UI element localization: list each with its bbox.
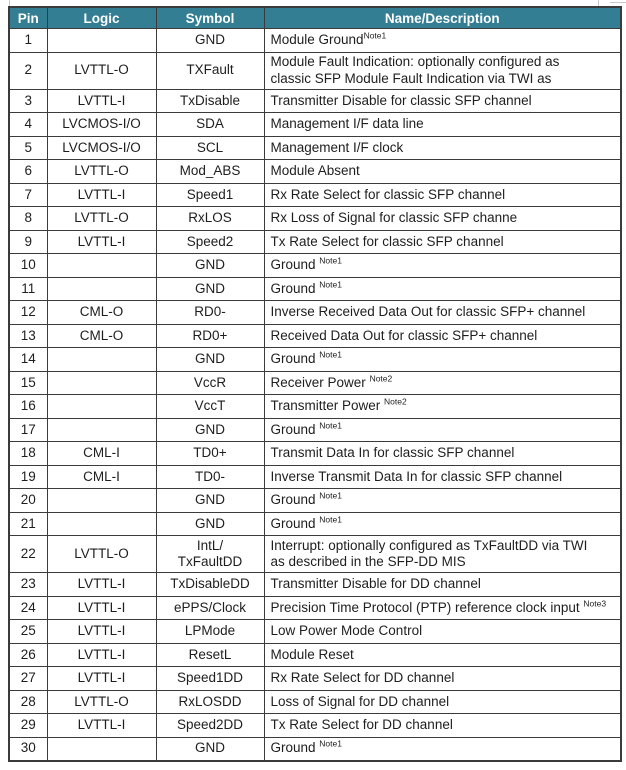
pin-number-cell: 15 <box>9 371 47 395</box>
description-cell: Module Reset <box>264 643 621 667</box>
description-cell: Ground $^{Note1}$ <box>264 737 621 761</box>
pin-number-cell: 28 <box>9 690 47 714</box>
description-cell: Module Absent <box>264 160 621 184</box>
pin-number-cell: 24 <box>9 596 47 620</box>
symbol-cell: TXFault <box>156 52 264 89</box>
logic-cell: LVTTL-O <box>47 536 156 573</box>
symbol-cell: GND <box>156 29 264 53</box>
logic-cell <box>47 512 156 536</box>
table-row-pin-10 <box>9 254 621 278</box>
description-cell: Module Ground$^{Note1}$ <box>264 29 621 53</box>
logic-cell: LVTTL-I <box>47 620 156 644</box>
pin-number-cell: 3 <box>9 89 47 113</box>
description-cell: Ground $^{Note1}$ <box>264 277 621 301</box>
logic-cell: LVTTL-I <box>47 573 156 597</box>
table-row-pin-6 <box>9 160 621 184</box>
description-cell: Ground $^{Note1}$ <box>264 254 621 278</box>
description-cell: Inverse Transmit Data In for classic SFP channel <box>264 465 621 489</box>
description-cell: Low Power Mode Control <box>264 620 621 644</box>
description-cell: Module Fault Indication: optionally configured as classic SFP Module Fault Indication via TWI as <box>264 52 621 89</box>
pin-number-cell: 5 <box>9 136 47 160</box>
note-reference: Note3 <box>583 598 607 608</box>
logic-cell <box>47 348 156 372</box>
symbol-cell: SDA <box>156 113 264 137</box>
symbol-cell: VccR <box>156 371 264 395</box>
pin-number-cell: 2 <box>9 52 47 89</box>
pin-number-cell: 25 <box>9 620 47 644</box>
table-row-pin-26 <box>9 643 621 667</box>
logic-cell: LVCMOS-I/O <box>47 136 156 160</box>
pin-number-cell: 30 <box>9 737 47 761</box>
table-row-pin-16 <box>9 395 621 419</box>
logic-cell: LVTTL-I <box>47 89 156 113</box>
table-row-pin-12 <box>9 301 621 325</box>
column-header-logic: Logic <box>47 7 156 29</box>
pin-number-cell: 1 <box>9 29 47 53</box>
logic-cell: LVTTL-I <box>47 643 156 667</box>
note-reference: Note1 <box>363 30 387 41</box>
pin-number-cell: 17 <box>9 418 47 442</box>
description-cell: Received Data Out for classic SFP+ channel <box>264 324 621 348</box>
column-header-pin: Pin <box>9 7 47 29</box>
symbol-cell: GND <box>156 737 264 761</box>
table-row-pin-30 <box>9 737 621 761</box>
logic-cell <box>47 395 156 419</box>
description-cell: Precision Time Protocol (PTP) reference clock input $^{Note3}$ <box>264 596 621 620</box>
symbol-cell: GND <box>156 418 264 442</box>
pin-number-cell: 27 <box>9 667 47 691</box>
logic-cell: CML-I <box>47 442 156 466</box>
logic-cell: LVTTL-I <box>47 714 156 738</box>
symbol-cell: GND <box>156 348 264 372</box>
description-cell: Loss of Signal for DD channel <box>264 690 621 714</box>
symbol-cell: IntL/ TxFaultDD <box>156 536 264 573</box>
logic-cell: LVTTL-I <box>47 667 156 691</box>
description-cell: Rx Rate Select for classic SFP channel <box>264 183 621 207</box>
description-cell: Transmitter Disable for DD channel <box>264 573 621 597</box>
symbol-cell: LPMode <box>156 620 264 644</box>
symbol-cell: ResetL <box>156 643 264 667</box>
symbol-cell: SCL <box>156 136 264 160</box>
table-row-pin-20 <box>9 489 621 513</box>
pin-definition-table <box>8 6 622 762</box>
table-header-row <box>9 7 621 29</box>
note-reference: Note2 <box>369 373 393 383</box>
table-row-pin-9 <box>9 230 621 254</box>
logic-cell <box>47 277 156 301</box>
logic-cell <box>47 254 156 278</box>
pin-number-cell: 14 <box>9 348 47 372</box>
symbol-cell: RD0+ <box>156 324 264 348</box>
logic-cell: LVTTL-O <box>47 207 156 231</box>
column-header-name-description: Name/Description <box>264 7 621 29</box>
symbol-cell: RxLOS <box>156 207 264 231</box>
pin-number-cell: 22 <box>9 536 47 573</box>
logic-cell <box>47 737 156 761</box>
pin-number-cell: 7 <box>9 183 47 207</box>
description-cell: Interrupt: optionally configured as TxFaultDD via TWI as described in the SFP-DD MIS <box>264 536 621 573</box>
logic-cell <box>47 29 156 53</box>
pin-number-cell: 19 <box>9 465 47 489</box>
symbol-cell: Speed1 <box>156 183 264 207</box>
logic-cell: CML-I <box>47 465 156 489</box>
table-row-pin-27 <box>9 667 621 691</box>
symbol-cell: Speed1DD <box>156 667 264 691</box>
pin-number-cell: 13 <box>9 324 47 348</box>
column-header-symbol: Symbol <box>156 7 264 29</box>
table-row-pin-1 <box>9 29 621 53</box>
logic-cell: LVTTL-I <box>47 183 156 207</box>
description-cell: Rx Loss of Signal for classic SFP channe <box>264 207 621 231</box>
symbol-cell: Speed2DD <box>156 714 264 738</box>
logic-cell: LVTTL-O <box>47 690 156 714</box>
table-row-pin-19 <box>9 465 621 489</box>
pin-number-cell: 10 <box>9 254 47 278</box>
symbol-cell: TD0- <box>156 465 264 489</box>
pin-number-cell: 4 <box>9 113 47 137</box>
note-reference: Note2 <box>384 396 407 407</box>
table-row-pin-28 <box>9 690 621 714</box>
logic-cell: LVTTL-I <box>47 596 156 620</box>
symbol-cell: RD0- <box>156 301 264 325</box>
table-row-pin-2 <box>9 52 621 89</box>
logic-cell: LVTTL-O <box>47 160 156 184</box>
table-row-pin-4 <box>9 113 621 137</box>
symbol-cell: TxDisable <box>156 89 264 113</box>
pin-number-cell: 9 <box>9 230 47 254</box>
note-reference: Note1 <box>319 490 342 501</box>
pin-number-cell: 29 <box>9 714 47 738</box>
logic-cell: CML-O <box>47 301 156 325</box>
pin-number-cell: 26 <box>9 643 47 667</box>
table-row-pin-7 <box>9 183 621 207</box>
symbol-cell: RxLOSDD <box>156 690 264 714</box>
table-row-pin-18 <box>9 442 621 466</box>
table-row-pin-25 <box>9 620 621 644</box>
table-row-pin-3 <box>9 89 621 113</box>
table-row-pin-22 <box>9 536 621 573</box>
description-cell: Tx Rate Select for DD channel <box>264 714 621 738</box>
symbol-cell: VccT <box>156 395 264 419</box>
symbol-cell: TD0+ <box>156 442 264 466</box>
description-cell: Transmit Data In for classic SFP channel <box>264 442 621 466</box>
table-row-pin-21 <box>9 512 621 536</box>
logic-cell <box>47 371 156 395</box>
logic-cell: LVCMOS-I/O <box>47 113 156 137</box>
description-cell: Ground $^{Note1}$ <box>264 489 621 513</box>
table-row-pin-8 <box>9 207 621 231</box>
pin-number-cell: 6 <box>9 160 47 184</box>
table-row-pin-29 <box>9 714 621 738</box>
description-cell: Ground $^{Note1}$ <box>264 512 621 536</box>
description-cell: Transmitter Disable for classic SFP channel <box>264 89 621 113</box>
pin-number-cell: 18 <box>9 442 47 466</box>
table-row-pin-24 <box>9 596 621 620</box>
symbol-cell: ePPS/Clock <box>156 596 264 620</box>
symbol-cell: Mod_ABS <box>156 160 264 184</box>
description-cell: Management I/F clock <box>264 136 621 160</box>
table-row-pin-5 <box>9 136 621 160</box>
pin-number-cell: 20 <box>9 489 47 513</box>
pin-number-cell: 11 <box>9 277 47 301</box>
symbol-cell: TxDisableDD <box>156 573 264 597</box>
pin-number-cell: 8 <box>9 207 47 231</box>
description-cell: Inverse Received Data Out for classic SFP+ channel <box>264 301 621 325</box>
note-reference: Note1 <box>319 255 342 266</box>
symbol-cell: GND <box>156 277 264 301</box>
pin-number-cell: 16 <box>9 395 47 419</box>
symbol-cell: Speed2 <box>156 230 264 254</box>
description-cell: Ground $^{Note1}$ <box>264 348 621 372</box>
table-row-pin-11 <box>9 277 621 301</box>
page-margin-guide-top <box>610 2 626 3</box>
table-row-pin-17 <box>9 418 621 442</box>
description-cell: Receiver Power $^{Note2}$ <box>264 371 621 395</box>
symbol-cell: GND <box>156 254 264 278</box>
table-row-pin-23 <box>9 573 621 597</box>
symbol-cell: GND <box>156 512 264 536</box>
note-reference: Note1 <box>319 514 342 524</box>
logic-cell: LVTTL-I <box>47 230 156 254</box>
pin-table-body <box>9 29 621 761</box>
description-cell: Tx Rate Select for classic SFP channel <box>264 230 621 254</box>
pin-number-cell: 23 <box>9 573 47 597</box>
description-cell: Transmitter Power $^{Note2}$ <box>264 395 621 419</box>
symbol-cell: GND <box>156 489 264 513</box>
logic-cell: LVTTL-O <box>47 52 156 89</box>
table-row-pin-14 <box>9 348 621 372</box>
pin-number-cell: 12 <box>9 301 47 325</box>
logic-cell <box>47 489 156 513</box>
description-cell: Ground $^{Note1}$ <box>264 418 621 442</box>
note-reference: Note1 <box>319 420 342 430</box>
table-row-pin-13 <box>9 324 621 348</box>
note-reference: Note1 <box>319 349 342 360</box>
table-row-pin-15 <box>9 371 621 395</box>
note-reference: Note1 <box>319 738 342 749</box>
logic-cell: CML-O <box>47 324 156 348</box>
pin-number-cell: 21 <box>9 512 47 536</box>
logic-cell <box>47 418 156 442</box>
note-reference: Note1 <box>319 279 342 289</box>
description-cell: Management I/F data line <box>264 113 621 137</box>
description-cell: Rx Rate Select for DD channel <box>264 667 621 691</box>
